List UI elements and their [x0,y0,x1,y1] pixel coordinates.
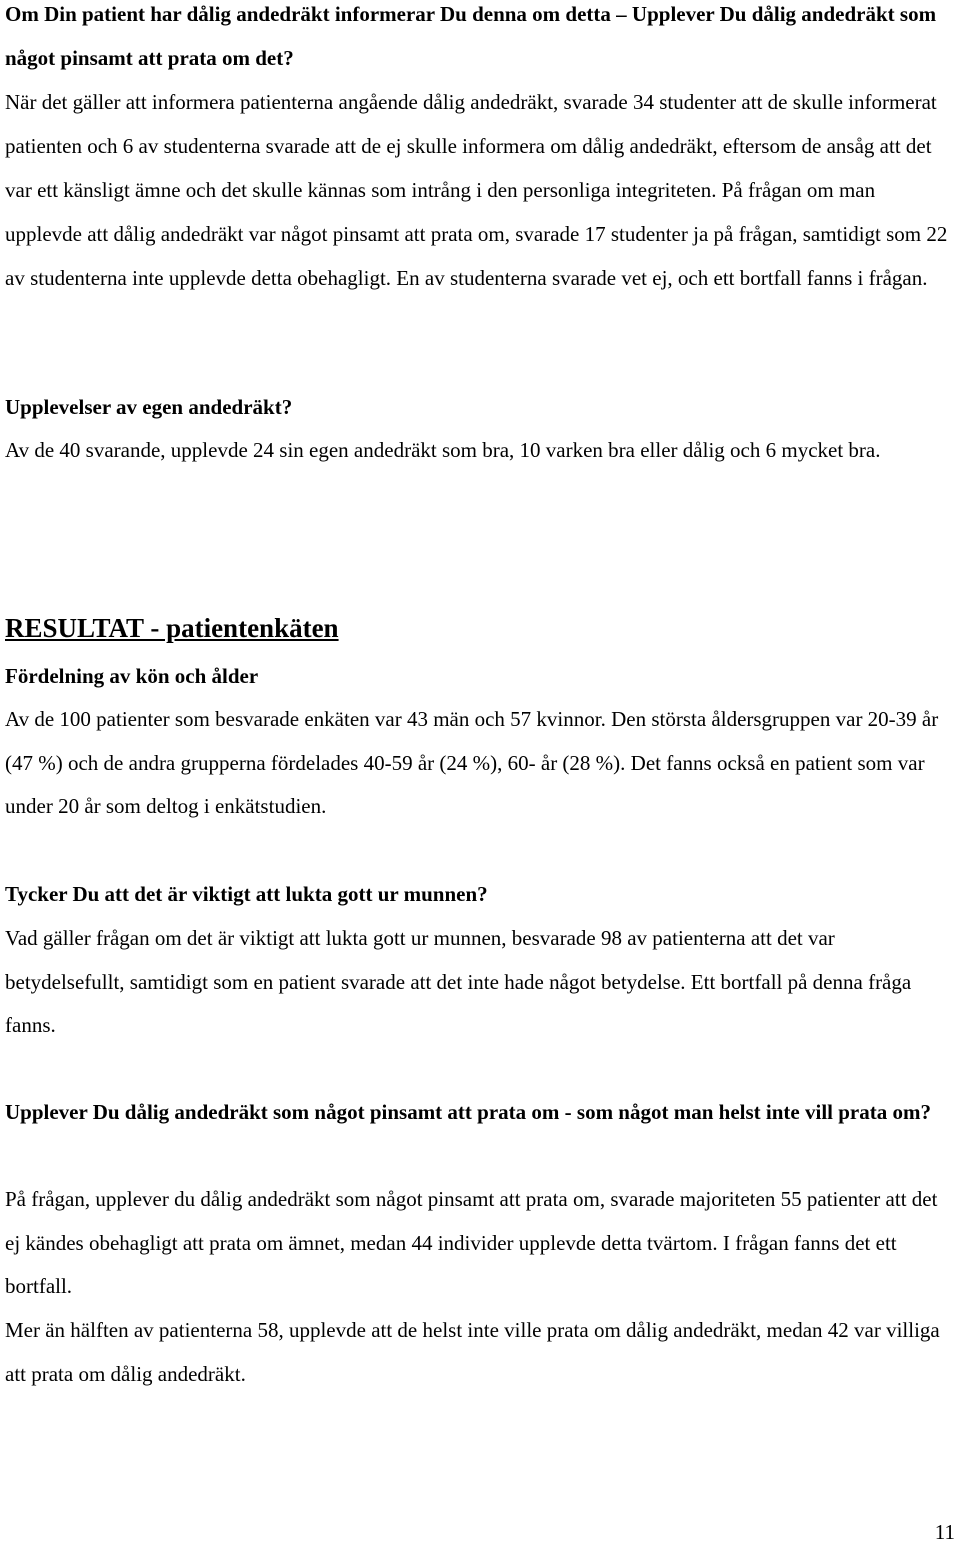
heading-resultat: RESULTAT - patientenkäten [5,613,339,643]
paragraph-upplevelser: Av de 40 svarande, upplevde 24 sin egen andedräkt som bra, 10 varken bra eller dålig och 6 mycket bra. [5,438,881,462]
paragraph-mer: Mer än hälften av patienterna 58, upplevde att de helst inte ville prata om dålig andedräkt, medan 42 var villiga att prata om dålig andedräkt. [5,1318,940,1386]
heading-upplevelser: Upplevelser av egen andedräkt? [5,395,293,419]
intro-text: När det gäller att informera patienterna angående dålig andedräkt, svarade 34 studenter att de skulle informerat patienten och 6 av studenterna svarade att de ej skulle informera om dålig andedräkt, eftersom de ansåg att det var ett känsligt ämne och det skulle kännas som intrång i den personliga integriteten. På frågan om man upplevde att dålig andedräkt var något pinsamt att prata om, svarade 17 studenter ja på frågan, samtidigt som 22 av studenterna inte upplevde detta obehagligt. En av studenterna svarade vet ej, och ett bortfall fanns i frågan. [5,90,948,290]
heading-tycker: Tycker Du att det är viktigt att lukta gott ur munnen? [5,882,488,906]
page-number: 11 [934,1520,955,1544]
heading-upplever: Upplever Du dålig andedräkt som något pinsamt att prata om - som något man helst inte vill prata om? [5,1100,931,1124]
paragraph-fordelning: Av de 100 patienter som besvarade enkäten var 43 män och 57 kvinnor. Den största åldersgruppen var 20-39 år (47 %) och de andra grupperna fördelades 40-59 år (24 %), 60- år (28 %). Det fanns också en patient som var under 20 år som deltog i enkätstudien. [5,707,939,818]
intro-paragraph [5,0,955,300]
paragraph-tycker: Vad gäller frågan om det är viktigt att lukta gott ur munnen, besvarade 98 av patienterna att det var betydelsefullt, samtidigt som en patient svarade att det inte hade något betydelse. Ett bortfall på denna fråga fanns. [5,926,912,1037]
paragraph-upplever: På frågan, upplever du dålig andedräkt som något pinsamt att prata om, svarade majoriteten 55 patienter att det ej kändes obehagligt att prata om ämnet, medan 44 individer upplevde detta tvärtom. I frågan fanns det ett bortfall. [5,1187,938,1298]
heading-fordelning: Fördelning av kön och ålder [5,664,259,688]
intro-question: Om Din patient har dålig andedräkt informerar Du denna om detta – Upplever Du dålig andedräkt som något pinsamt att prata om det? [5,2,937,70]
